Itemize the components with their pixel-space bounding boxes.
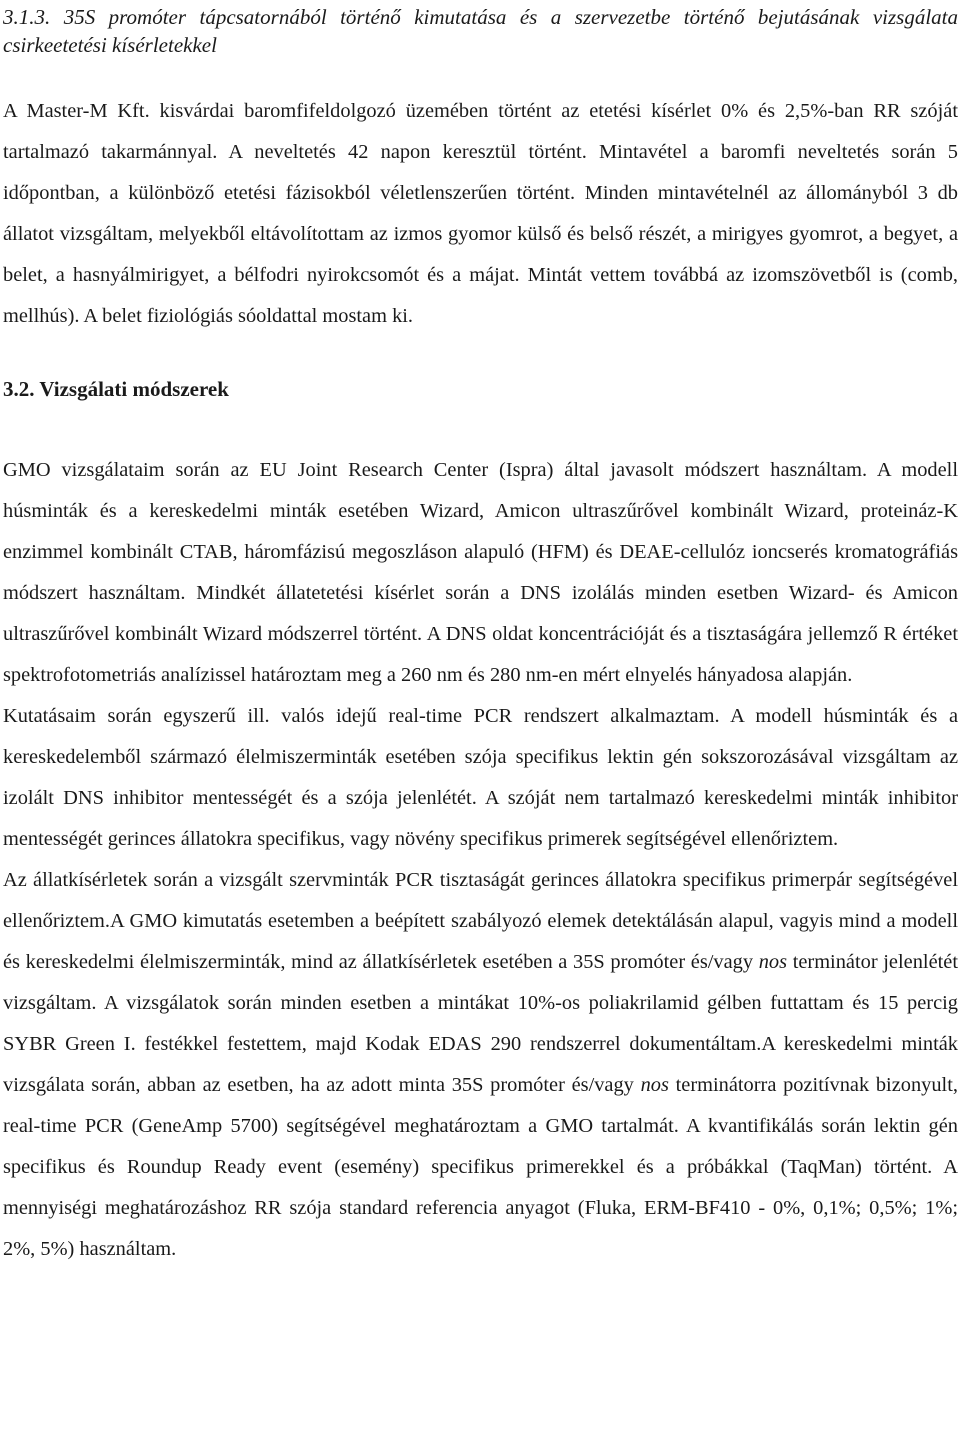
section-number: 3.1.3. <box>3 5 51 29</box>
section-heading-3-1-3 <box>3 0 958 59</box>
document-page <box>3 0 958 1270</box>
italic-term: nos <box>758 951 788 973</box>
paragraph-sampling: A Master-M Kft. kisvárdai baromfifeldolgozó üzemében történt az etetési kísérlet 0% és 2,5%-ban RR szóját tartalmazó takarmánnyal. A neveltetés 42 napon keresztül történt. Mintavétel a baromfi neveltetés során 5 időpontban, a különböző etetési fázisokból véletlenszerűen történt. Minden mintavételnél az állományból 3 db állatot vizsgáltam, melyekből eltávolítottam az izmos gyomor külső és belső részét, a mirigyes gyomrot, a begyet, a belet, a hasnyálmirigyet, a bélfodri nyirokcsomót és a májat. Mintát vettem továbbá az izomszövetből is (comb, mellhús). A belet fiziológiás sóoldattal mostam ki. <box>3 100 958 327</box>
text-run: terminátorra pozitívnak bizonyult, real-time PCR (GeneAmp 5700) segítségével meghatároztam a GMO tartalmát. A kvantifikálás során lektin gén specifikus és Roundup Ready event (esemény) specifikus primerekkel és a próbákkal (TaqMan) történt. A mennyiségi meghatározáshoz RR szója standard referencia anyagot (Fluka, ERM-BF410 - 0%, 0,1%; 0,5%; 1%; 2%, 5%) használtam. <box>3 1074 958 1260</box>
paragraph-dna-isolation: GMO vizsgálataim során az EU Joint Research Center (Ispra) által javasolt módszert használtam. A modell húsminták és a kereskedelmi minták esetében Wizard, Amicon ultraszűrővel kombinált Wizard, proteináz-K enzimmel kombinált CTAB, háromfázisú megoszláson alapuló (HFM) és DEAE-cellulóz ioncserés kromatográfiás módszert használtam. Mindkét állatetetési kísérlet során a DNS izolálás minden esetben Wizard- és Amicon ultraszűrővel kombinált Wizard módszerrel történt. A DNS oldat koncentrációját és a tisztaságára jellemző R értéket spektrofotometriás analízissel határoztam meg a 260 nm és 280 nm-en mért elnyelés hányadosa alapján. <box>3 459 958 686</box>
paragraph-pcr: Kutatásaim során egyszerű ill. valós idejű real-time PCR rendszert alkalmaztam. A modell húsminták és a kereskedelemből származó élelmiszerminták esetében szója specifikus lektin gén sokszorozásával vizsgáltam az izolált DNS inhibitor mentességét és a szója jelenlétét. A szóját nem tartalmazó kereskedelmi minták inhibitor mentességét gerinces állatokra specifikus, vagy növény specifikus primerek segítségével ellenőriztem. <box>3 705 958 850</box>
italic-term: nos <box>640 1074 669 1096</box>
section-number: 3.2. <box>3 377 35 401</box>
paragraph-gmo-detection <box>3 860 958 1270</box>
text-run: Az állatkísérletek során a vizsgált szervminták PCR tisztaságát gerinces állatokra specifikus primerpár segítségével ellenőriztem.A GMO kimutatás esetemben a beépített szabályozó elemek detektálásán alapul, vagyis mind a modell és kereskedelmi élelmiszerminták, mind az állatkísérletek esetében a 35S promóter és/vagy <box>3 869 958 973</box>
section-title: 35S promóter tápcsatornából történő kimutatása és a szervezetbe történő bejutásának vizsgálata csirkeetetési kísérletekkel <box>3 5 958 57</box>
section-title: Vizsgálati módszerek <box>39 377 229 401</box>
section-heading-3-2 <box>3 369 958 410</box>
text-run: terminátor jelenlétét vizsgáltam. A vizsgálatok során minden esetben a mintákat 10%-os poliakrilamid gélben futtattam és 15 percig SYBR Green I. festékkel festettem, majd Kodak EDAS 290 rendszerrel dokumentáltam.A kereskedelmi minták vizsgálata során, abban az esetben, ha az adott minta 35S promóter és/vagy <box>3 951 958 1096</box>
